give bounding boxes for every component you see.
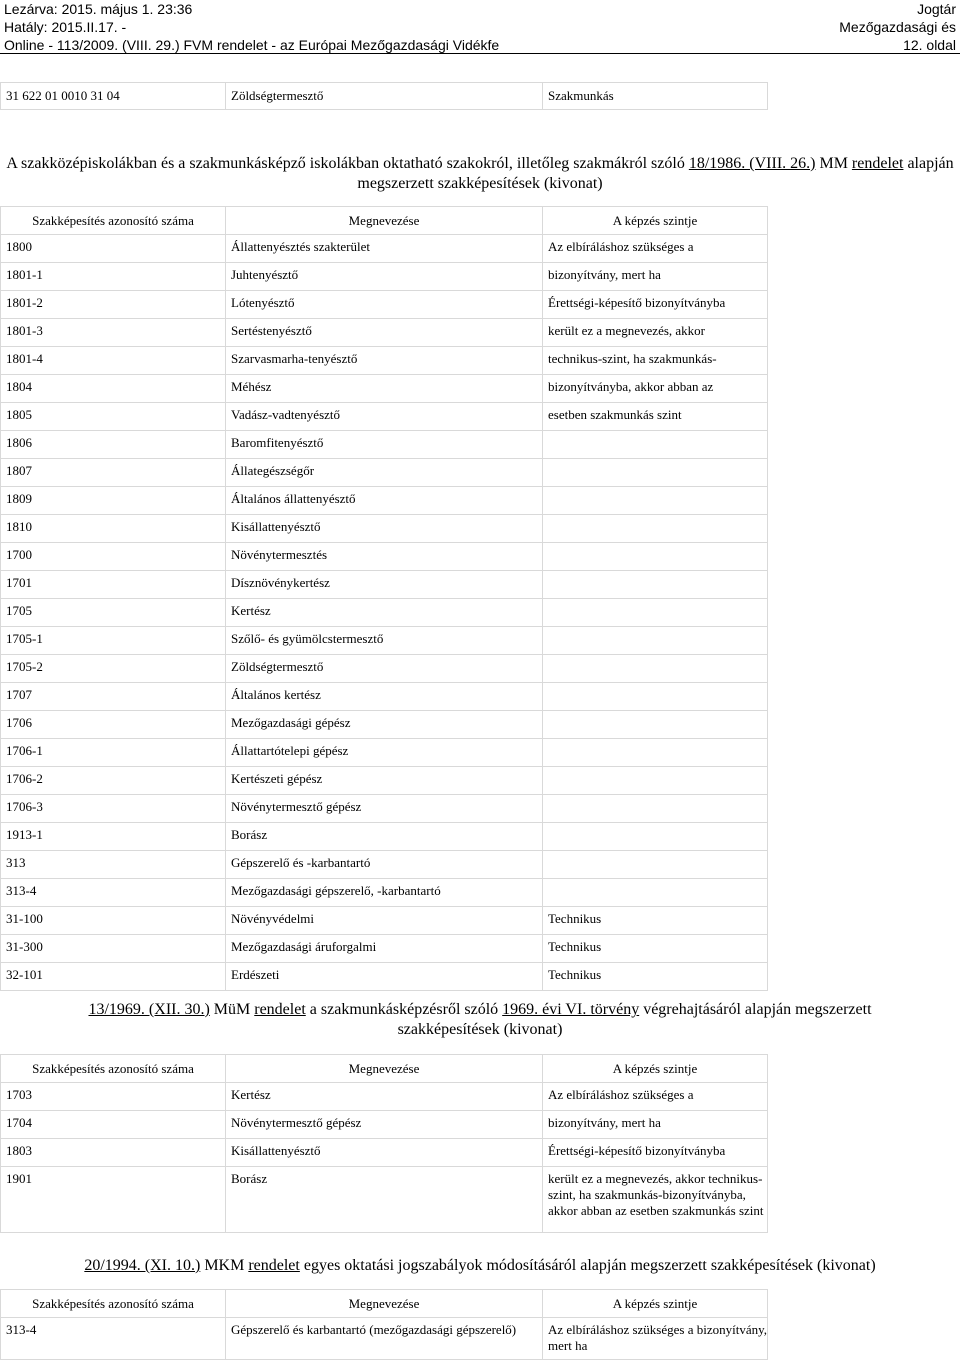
code-cell: 1706-2: [1, 767, 226, 795]
name-cell: Növénytermesztő gépész: [226, 1111, 543, 1139]
level-cell: [543, 515, 768, 543]
section3-title-link-rendelet[interactable]: rendelet: [248, 1257, 300, 1274]
table-row: [1, 459, 768, 487]
name-cell: Baromfitenyésztő: [226, 431, 543, 459]
name-cell: Zöldségtermesztő: [226, 83, 543, 110]
table-row: [1, 1167, 768, 1233]
header-level: A képzés szintje: [543, 1055, 768, 1083]
code-cell: 31-300: [1, 935, 226, 963]
name-cell: Dísznövénykertész: [226, 571, 543, 599]
header-brand: Jogtár: [917, 1, 956, 17]
table-row: [1, 879, 768, 907]
code-cell: 1801-1: [1, 263, 226, 291]
table-row: [1, 571, 768, 599]
level-cell: esetben szakmunkás szint: [543, 403, 768, 431]
header-right: [839, 0, 956, 54]
section3-title: [0, 1256, 960, 1276]
code-cell: 1707: [1, 683, 226, 711]
level-cell: [543, 851, 768, 879]
section3-table: [0, 1289, 768, 1360]
name-cell: Erdészeti: [226, 963, 543, 991]
table-row: [1, 515, 768, 543]
code-cell: 1705-1: [1, 627, 226, 655]
header-level: A képzés szintje: [543, 207, 768, 235]
level-cell: Érettségi-képesítő bizonyítványba: [543, 291, 768, 319]
name-cell: Kertész: [226, 1083, 543, 1111]
name-cell: Általános állattenyésztő: [226, 487, 543, 515]
level-cell: Az elbíráláshoz szükséges a: [543, 1083, 768, 1111]
code-cell: 1807: [1, 459, 226, 487]
section2-title-text: a szakmunkásképzésről szóló: [305, 1001, 503, 1018]
table-row: [1, 403, 768, 431]
header-left: [4, 0, 499, 54]
code-cell: 1804: [1, 375, 226, 403]
level-cell: [543, 599, 768, 627]
table-row: [1, 683, 768, 711]
section2-title-ministry: MüM: [209, 1001, 255, 1018]
table-row: [1, 375, 768, 403]
level-cell: került ez a megnevezés, akkor: [543, 319, 768, 347]
table-row: [1, 83, 768, 110]
code-cell: 1703: [1, 1083, 226, 1111]
table-row: [1, 1318, 768, 1360]
header-level: A képzés szintje: [543, 1290, 768, 1318]
table-row: [1, 291, 768, 319]
level-cell: Technikus: [543, 935, 768, 963]
name-cell: Mezőgazdasági áruforgalmi: [226, 935, 543, 963]
header-divider: [0, 53, 960, 54]
name-cell: Kisállattenyésztő: [226, 515, 543, 543]
name-cell: Lótenyésztő: [226, 291, 543, 319]
name-cell: Növénytermesztő gépész: [226, 795, 543, 823]
level-cell: [543, 487, 768, 515]
header-hataly: Hatály: 2015.II.17. -: [4, 19, 127, 35]
section1-table: [0, 206, 768, 991]
section1-title-link-decree[interactable]: 18/1986. (VIII. 26.): [688, 155, 816, 172]
name-cell: Kertész: [226, 599, 543, 627]
name-cell: Állattenyésztés szakterület: [226, 235, 543, 263]
level-cell: [543, 739, 768, 767]
table-row: [1, 263, 768, 291]
code-cell: 1706-1: [1, 739, 226, 767]
level-cell: [543, 711, 768, 739]
section1-title: [0, 154, 960, 194]
section1-title-link-rendelet[interactable]: rendelet: [851, 155, 904, 172]
level-cell: [543, 655, 768, 683]
name-cell: Gépszerelő és -karbantartó: [226, 851, 543, 879]
name-cell: Mezőgazdasági gépész: [226, 711, 543, 739]
page-header: [0, 0, 960, 52]
code-cell: 1706: [1, 711, 226, 739]
code-cell: 1801-4: [1, 347, 226, 375]
header-name: Megnevezése: [226, 1290, 543, 1318]
code-cell: 1700: [1, 543, 226, 571]
table-row: [1, 851, 768, 879]
code-cell: 1809: [1, 487, 226, 515]
level-cell: került ez a megnevezés, akkor technikus-szint, ha szakmunkás-bizonyítványba, akkor abban az esetben szakmunkás szint: [543, 1167, 768, 1233]
code-cell: 313-4: [1, 879, 226, 907]
table-row: [1, 627, 768, 655]
table-row: [1, 795, 768, 823]
table-row: [1, 543, 768, 571]
level-cell: [543, 879, 768, 907]
section3-title-link-decree[interactable]: 20/1994. (XI. 10.): [84, 1257, 201, 1274]
code-cell: 32-101: [1, 963, 226, 991]
name-cell: Kertészeti gépész: [226, 767, 543, 795]
code-cell: 1806: [1, 431, 226, 459]
level-cell: bizonyítvány, mert ha: [543, 263, 768, 291]
name-cell: Mezőgazdasági gépszerelő, -karbantartó: [226, 879, 543, 907]
level-cell: bizonyítvány, mert ha: [543, 1111, 768, 1139]
section1-title-tail: alapján megszerzett szakképesítések (kivonat): [357, 155, 954, 192]
name-cell: Sertéstenyésztő: [226, 319, 543, 347]
table-row: [1, 655, 768, 683]
level-cell: Az elbíráláshoz szükséges a bizonyítvány, mert ha: [543, 1318, 768, 1360]
name-cell: Szőlő- és gyümölcstermesztő: [226, 627, 543, 655]
table-row: [1, 907, 768, 935]
code-cell: 1801-2: [1, 291, 226, 319]
code-cell: 1800: [1, 235, 226, 263]
section2-title-link-rendelet[interactable]: rendelet: [254, 1001, 306, 1018]
name-cell: Vadász-vadtenyésztő: [226, 403, 543, 431]
table-row: [1, 319, 768, 347]
level-cell: [543, 431, 768, 459]
level-cell: technikus-szint, ha szakmunkás-: [543, 347, 768, 375]
name-cell: Általános kertész: [226, 683, 543, 711]
name-cell: Növénytermesztés: [226, 543, 543, 571]
table-row: [1, 1139, 768, 1167]
code-cell: 1901: [1, 1167, 226, 1233]
table-row: [1, 823, 768, 851]
name-cell: Szarvasmarha-tenyésztő: [226, 347, 543, 375]
section2-title: [0, 1000, 960, 1040]
table-row: [1, 1111, 768, 1139]
section3-title-tail: egyes oktatási jogszabályok módosításáról alapján megszerzett szakképesítések (kivonat): [299, 1257, 876, 1274]
top-row-table: [0, 82, 768, 110]
name-cell: Borász: [226, 1167, 543, 1233]
section2-title-link-decree[interactable]: 13/1969. (XII. 30.): [88, 1001, 210, 1018]
table-row: [1, 935, 768, 963]
table-row: [1, 767, 768, 795]
level-cell: [543, 627, 768, 655]
level-cell: Technikus: [543, 963, 768, 991]
header-name: Megnevezése: [226, 1055, 543, 1083]
name-cell: Növényvédelmi: [226, 907, 543, 935]
name-cell: Állattartótelepi gépész: [226, 739, 543, 767]
header-page-number: 12. oldal: [903, 37, 956, 53]
code-cell: 31 622 01 0010 31 04: [1, 83, 226, 110]
level-cell: Az elbíráláshoz szükséges a: [543, 235, 768, 263]
code-cell: 1810: [1, 515, 226, 543]
code-cell: 1705: [1, 599, 226, 627]
section1-title-text: A szakközépiskolákban és a szakmunkásképző iskolákban oktatható szakokról, illetőleg szakmákról szóló: [6, 155, 689, 172]
code-cell: 313: [1, 851, 226, 879]
table-header-row: [1, 1055, 768, 1083]
code-cell: 1803: [1, 1139, 226, 1167]
header-name: Megnevezése: [226, 207, 543, 235]
header-code: Szakképesítés azonosító száma: [1, 207, 226, 235]
section3-title-ministry: MKM: [200, 1257, 249, 1274]
code-cell: 1704: [1, 1111, 226, 1139]
header-lezarva: Lezárva: 2015. május 1. 23:36: [4, 1, 193, 17]
level-cell: [543, 543, 768, 571]
level-cell: Szakmunkás: [543, 83, 768, 110]
name-cell: Juhtenyésztő: [226, 263, 543, 291]
code-cell: 1805: [1, 403, 226, 431]
header-document-title: Online - 113/2009. (VIII. 29.) FVM rendelet - az Európai Mezőgazdasági Vidékfe: [4, 37, 500, 53]
level-cell: bizonyítványba, akkor abban az: [543, 375, 768, 403]
table-row: [1, 1083, 768, 1111]
code-cell: 31-100: [1, 907, 226, 935]
table-row: [1, 347, 768, 375]
header-category: Mezőgazdasági és: [839, 19, 956, 35]
table-row: [1, 487, 768, 515]
table-header-row: [1, 207, 768, 235]
table-header-row: [1, 1290, 768, 1318]
code-cell: 313-4: [1, 1318, 226, 1360]
code-cell: 1706-3: [1, 795, 226, 823]
section2-title-tail: végrehajtásáról alapján megszerzett: [639, 1001, 872, 1018]
table-row: [1, 963, 768, 991]
table-row: [1, 739, 768, 767]
section2-title-line2: szakképesítések (kivonat): [397, 1021, 563, 1038]
name-cell: Kisállattenyésztő: [226, 1139, 543, 1167]
level-cell: [543, 571, 768, 599]
name-cell: Állategészségőr: [226, 459, 543, 487]
code-cell: 1705-2: [1, 655, 226, 683]
level-cell: [543, 459, 768, 487]
code-cell: 1913-1: [1, 823, 226, 851]
level-cell: [543, 795, 768, 823]
level-cell: Érettségi-képesítő bizonyítványba: [543, 1139, 768, 1167]
header-code: Szakképesítés azonosító száma: [1, 1290, 226, 1318]
table-row: [1, 431, 768, 459]
section2-table: [0, 1054, 768, 1233]
level-cell: [543, 823, 768, 851]
name-cell: Zöldségtermesztő: [226, 655, 543, 683]
table-row: [1, 599, 768, 627]
level-cell: [543, 683, 768, 711]
section1-title-ministry: MM: [815, 155, 852, 172]
table-row: [1, 711, 768, 739]
code-cell: 1701: [1, 571, 226, 599]
code-cell: 1801-3: [1, 319, 226, 347]
name-cell: Borász: [226, 823, 543, 851]
level-cell: Technikus: [543, 907, 768, 935]
section2-title-link-law[interactable]: 1969. évi VI. törvény: [502, 1001, 640, 1018]
table-row: [1, 235, 768, 263]
name-cell: Gépszerelő és karbantartó (mezőgazdasági gépszerelő): [226, 1318, 543, 1360]
level-cell: [543, 767, 768, 795]
header-code: Szakképesítés azonosító száma: [1, 1055, 226, 1083]
name-cell: Méhész: [226, 375, 543, 403]
